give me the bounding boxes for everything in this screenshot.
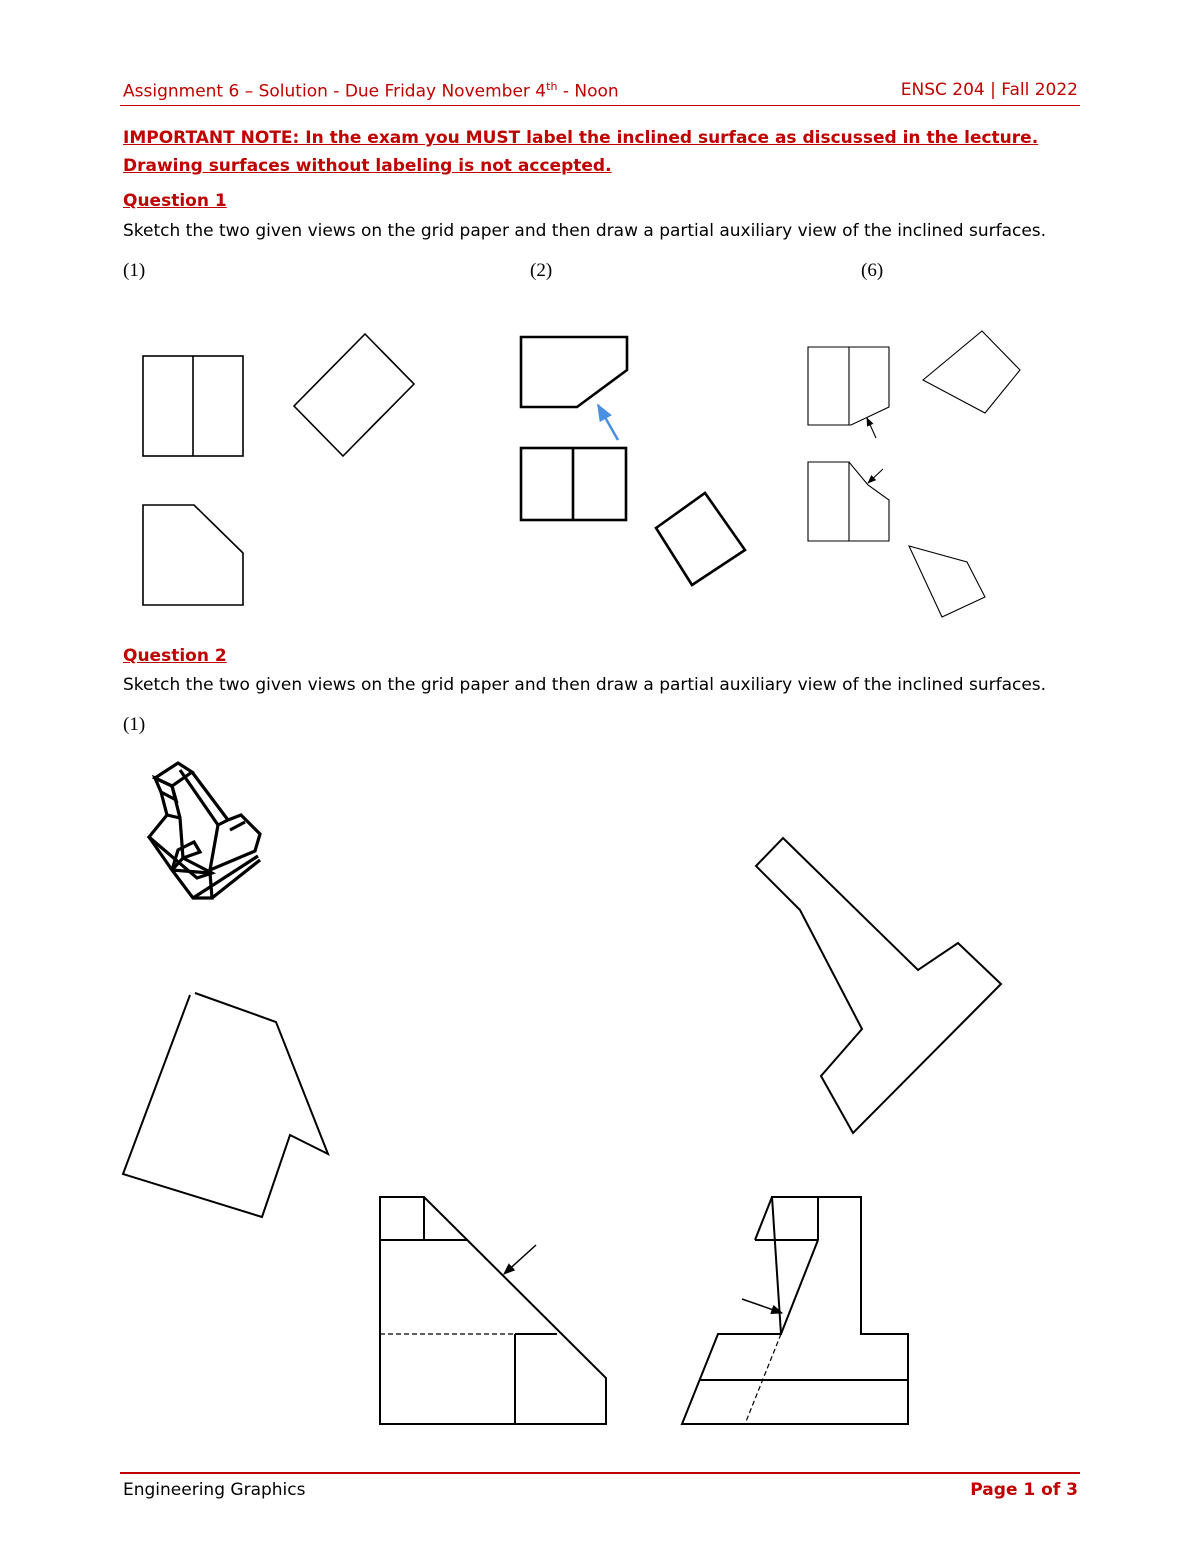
q2-1-auxiliary-view-right bbox=[756, 838, 1001, 1133]
q1-6-auxiliary-view-2 bbox=[909, 546, 985, 617]
q1-1-auxiliary-view bbox=[294, 334, 414, 456]
q1-6-top-arrow bbox=[867, 418, 876, 438]
q1-2-top-view bbox=[521, 337, 627, 407]
question-2-instruction: Sketch the two given views on the grid paper and then draw a partial auxiliary view of the inclined surfaces. bbox=[123, 675, 1047, 695]
q1-2-auxiliary-view bbox=[656, 493, 745, 585]
important-note: IMPORTANT NOTE: In the exam you MUST label the inclined surface as discussed in the lecture. Drawing surfaces without labeling is not accepted. bbox=[123, 128, 1039, 176]
q2-1-auxiliary-view-left bbox=[123, 993, 328, 1217]
q1-1-top-view bbox=[143, 505, 243, 605]
q2-1-side-view bbox=[682, 1197, 908, 1424]
q1-2-drawing bbox=[521, 337, 745, 585]
q1-problem-label-1: (1) bbox=[123, 260, 146, 281]
question-1-heading: Question 1 bbox=[123, 191, 227, 211]
q2-1-front-view-arrow bbox=[504, 1245, 536, 1274]
q2-1-side-view-arrow bbox=[742, 1299, 782, 1313]
q1-problem-label-2: (2) bbox=[530, 260, 553, 281]
q1-6-front-arrow bbox=[868, 469, 883, 483]
q2-1-front-view bbox=[380, 1197, 606, 1424]
q1-2-view-arrow bbox=[598, 405, 618, 440]
q1-6-auxiliary-view-1 bbox=[923, 331, 1020, 413]
question-1-instruction: Sketch the two given views on the grid paper and then draw a partial auxiliary view of the inclined surfaces. bbox=[123, 221, 1047, 241]
q2-1-isometric-sketch bbox=[149, 763, 260, 898]
footer-course-name: Engineering Graphics bbox=[123, 1480, 306, 1500]
header-title: Assignment 6 – Solution - Due Friday November 4th - Noon bbox=[123, 80, 619, 102]
footer-page-number: Page 1 of 3 bbox=[970, 1480, 1078, 1500]
header-course: ENSC 204 | Fall 2022 bbox=[900, 80, 1078, 100]
footer-divider bbox=[120, 1472, 1080, 1474]
q1-problem-label-3: (6) bbox=[861, 260, 884, 281]
q2-problem-label-1: (1) bbox=[123, 714, 146, 735]
q1-6-drawing bbox=[808, 331, 1020, 617]
q1-1-drawing bbox=[143, 334, 414, 605]
question-2-heading: Question 2 bbox=[123, 646, 227, 666]
